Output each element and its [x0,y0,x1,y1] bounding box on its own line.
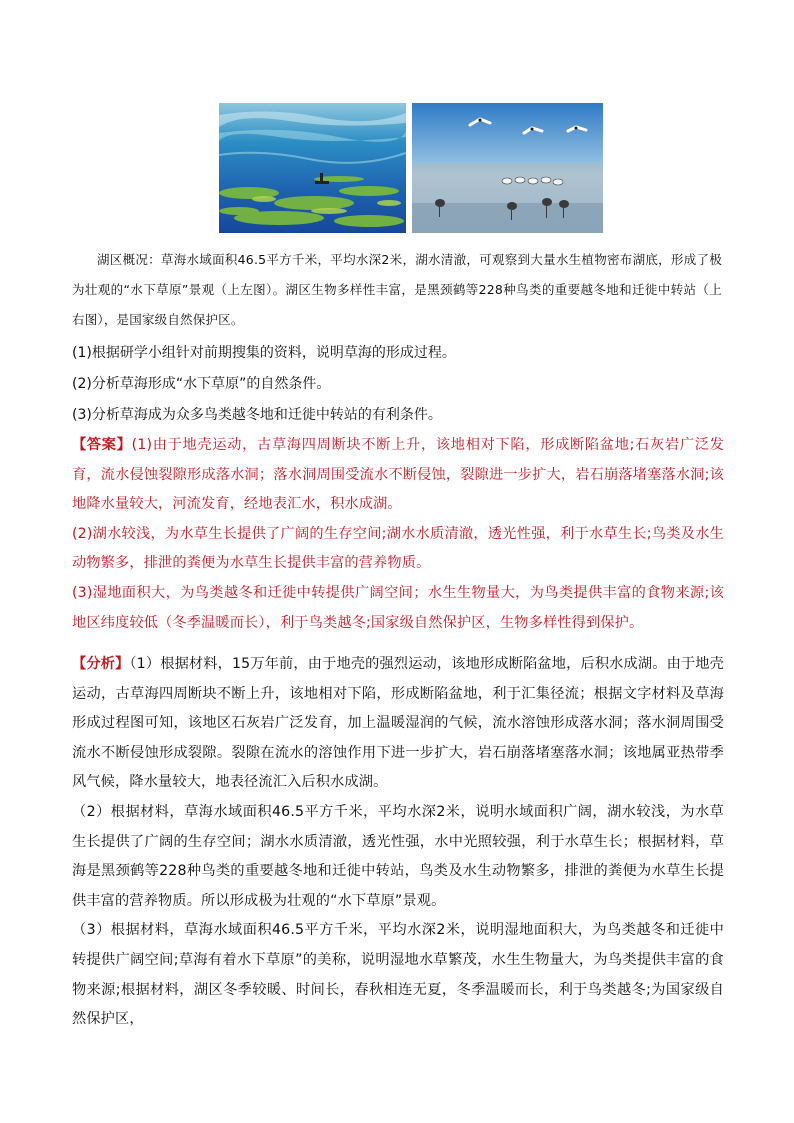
question-3: (3)分析草海成为众多鸟类越冬地和迁徙中转站的有利条件。 [72,407,442,423]
lake-overview-paragraph [72,245,722,335]
analysis-text-1: （1）根据材料，15万年前，由于地壳的强烈运动，该地形成断陷盆地，后积水成湖。由于地壳运动，古草海四周断块不断上升，该地相对下陷，形成断陷盆地，利于汇集径流；根据文字材料及草海形成过程图可知，该地区石灰岩广泛发育，加上温暖湿润的气候，流水溶蚀形成落水洞；落水洞周围受流水不断侵蚀形成裂隙。裂隙在流水的溶蚀作用下进一步扩大，岩石崩落堵塞落水洞；该地属亚热带季风气候，降水量较大，地表径流汇入后积水成湖。 [72,656,724,791]
answer-text-3: (3)湿地面积大，为鸟类越冬和迁徙中转提供广阔空间；水生生物量大，为鸟类提供丰富的食物来源;该地区纬度较低（冬季温暖而长），利于鸟类越冬;国家级自然保护区，生物多样性得到保护。 [72,584,724,631]
question-1: (1)根据研学小组针对前期搜集的资料，说明草海的形成过程。 [72,345,456,361]
analysis-section [72,650,724,1035]
answer-section [72,431,724,638]
answer-label: 【答案】 [72,437,132,453]
lake-overview-text: 湖区概况：草海水域面积46.5平方千米，平均水深2米，湖水清澈，可观察到大量水生植物密布湖底，形成了极为壮观的“水下草原”景观（上左图）。湖区生物多样性丰富，是黑颈鹤等228种鸟类的重要越冬地和迁徙中转站（上右图），是国家级自然保护区。 [72,252,722,327]
analysis-paragraph-1 [72,650,724,798]
analysis-text-2: （2）根据材料，草海水域面积46.5平方千米，平均水深2米，说明水域面积广阔，湖水较浅，为水草生长提供了广阔的生存空间；湖水水质清澈，透光性强，水中光照较强，利于水草生长；根据材料，草海是黑颈鹤等228种鸟类的重要越冬地和迁徙中转站，鸟类及水生动物繁多，排泄的粪便为水草生长提供丰富的营养物质。所以形成极为壮观的“水下草原”景观。 [72,803,724,909]
cranes-lake-photo [412,103,603,233]
analysis-label: 【分析】 [72,656,130,672]
underwater-grassland-photo [219,103,406,233]
answer-text-1: (1)由于地壳运动，古草海四周断块不断上升，该地相对下陷，形成断陷盆地;石灰岩广泛发育，流水侵蚀裂隙形成落水洞；落水洞周围受流水不断侵蚀，裂隙进一步扩大，岩石崩落堵塞落水洞;该地降水量较大，河流发育，经地表汇水，积水成湖。 [72,437,724,513]
question-2: (2)分析草海形成“水下草原”的自然条件。 [72,376,331,392]
analysis-text-3: （3）根据材料，草海水域面积46.5平方千米，平均水深2米，说明湿地面积大，为鸟类越冬和迁徙中转提供广阔空间;草海有着水下草原”的美称，说明湿地水草繁茂，水生生物量大，为鸟类提供丰富的食物来源;根据材料，湖区冬季较暖、时间长，春秋相连无夏，冬季温暖而长，利于鸟类越冬;为国家级自然保护区， [72,922,724,1028]
answer-paragraph-1 [72,431,724,520]
answer-text-2: (2)湖水较浅，为水草生长提供了广阔的生存空间;湖水水质清澈，透光性强，利于水草生长;鸟类及水生动物繁多，排泄的粪便为水草生长提供丰富的营养物质。 [72,525,724,572]
